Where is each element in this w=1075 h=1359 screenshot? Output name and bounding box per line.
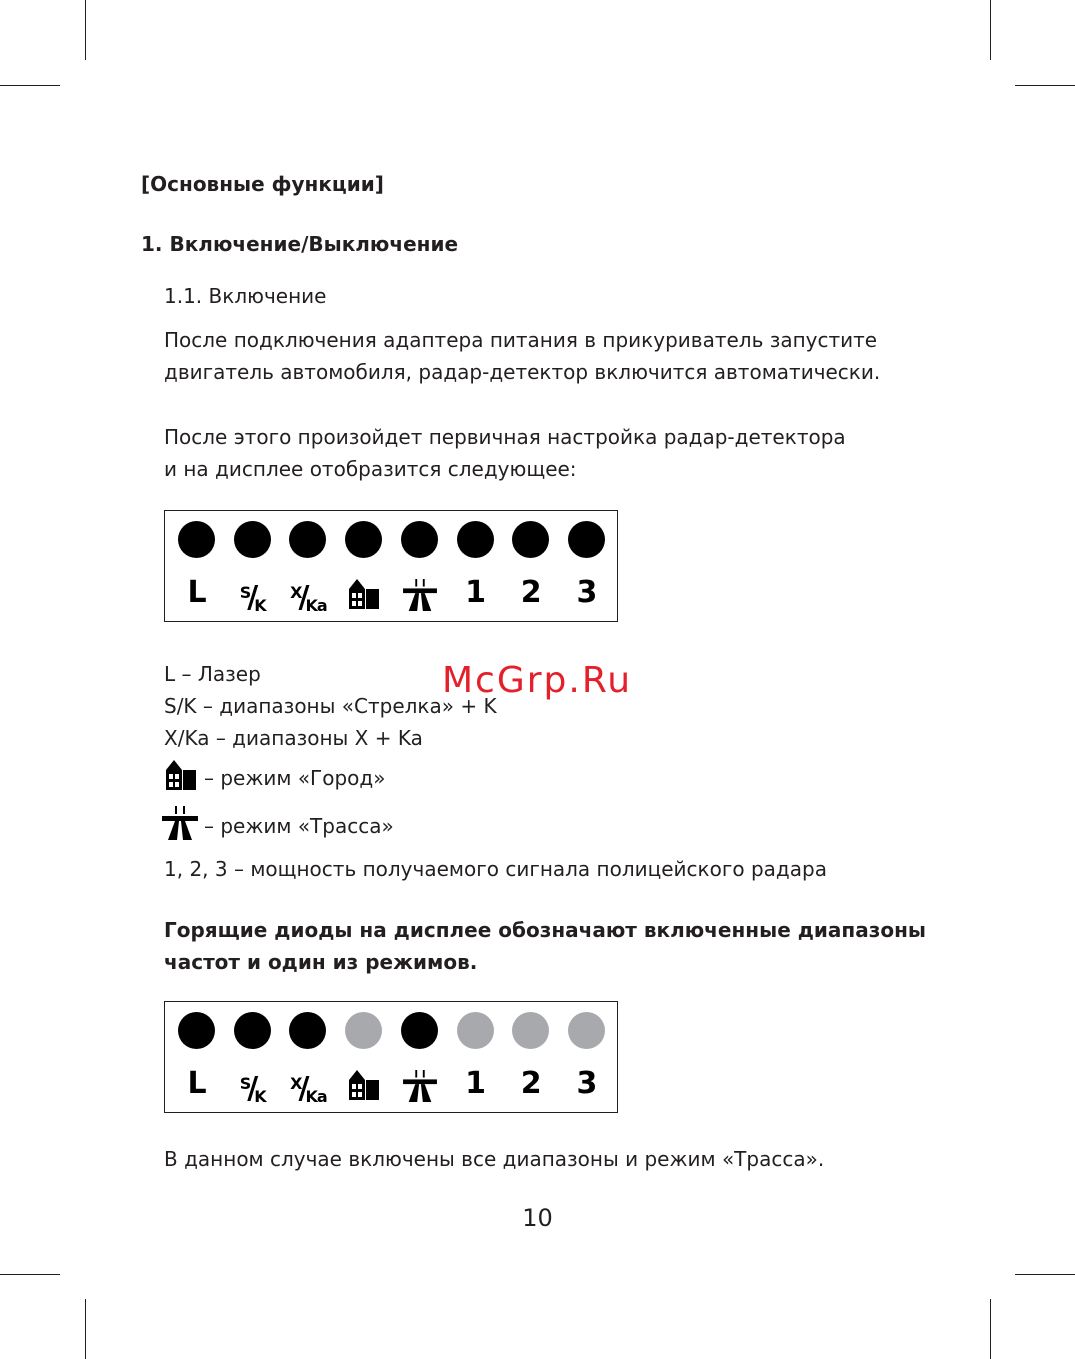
led-indicator xyxy=(568,521,605,558)
symbol-laser: L xyxy=(187,575,207,610)
conclusion: В данном случае включены все диапазоны и режим «Трасса». xyxy=(164,1147,825,1171)
bold-note-line: Горящие диоды на дисплее обозначают включенные диапазоны xyxy=(164,918,926,942)
paragraph-line: и на дисплее отобразится следующее: xyxy=(164,457,577,481)
crop-mark xyxy=(1015,1274,1075,1275)
symbol-sk: S/K xyxy=(239,1071,266,1106)
symbol-level-2: 2 xyxy=(520,575,542,610)
city-icon xyxy=(336,573,392,613)
led-indicator xyxy=(401,1012,438,1049)
led-indicator xyxy=(457,1012,494,1049)
crop-mark xyxy=(990,1299,991,1359)
subsection-title: 1.1. Включение xyxy=(164,284,327,308)
symbol-level-2: 2 xyxy=(520,1066,542,1101)
crop-mark xyxy=(0,85,60,86)
led-indicator xyxy=(234,1012,271,1049)
symbol-level-3: 3 xyxy=(576,575,598,610)
led-indicator xyxy=(289,521,326,558)
crop-mark xyxy=(1015,85,1075,86)
highway-icon xyxy=(392,573,448,613)
paragraph-line: После этого произойдет первичная настройка радар-детектора xyxy=(164,425,846,449)
led-indicator xyxy=(512,521,549,558)
symbol-level-3: 3 xyxy=(576,1066,598,1101)
city-icon xyxy=(336,1064,392,1104)
symbol-level-1: 1 xyxy=(465,1066,486,1101)
crop-mark xyxy=(0,1274,60,1275)
display-panel-highway xyxy=(164,1001,618,1113)
legend-city: – режим «Город» xyxy=(204,766,386,790)
led-indicator xyxy=(178,1012,215,1049)
legend-laser: L – Лазер xyxy=(164,662,261,686)
highway-icon xyxy=(392,1064,448,1104)
crop-mark xyxy=(85,1299,86,1359)
led-indicator xyxy=(401,521,438,558)
page-number: 10 xyxy=(522,1204,553,1232)
led-indicator xyxy=(289,1012,326,1049)
symbol-xka: X/Ka xyxy=(290,1071,327,1106)
crop-mark xyxy=(990,0,991,60)
led-indicator xyxy=(512,1012,549,1049)
paragraph-line: После подключения адаптера питания в прикуриватель запустите xyxy=(164,328,878,352)
symbol-sk: S/K xyxy=(239,580,266,615)
watermark: McGrp.Ru xyxy=(442,660,633,701)
led-indicator xyxy=(457,521,494,558)
symbol-level-1: 1 xyxy=(465,575,486,610)
led-indicator xyxy=(345,1012,382,1049)
legend-xka: X/Ka – диапазоны X + Ka xyxy=(164,726,423,750)
legend-power: 1, 2, 3 – мощность получаемого сигнала полицейского радара xyxy=(164,857,827,881)
symbol-laser: L xyxy=(187,1066,207,1101)
symbol-xka: X/Ka xyxy=(290,580,327,615)
display-panel-all-on xyxy=(164,510,618,622)
page-heading: [Основные функции] xyxy=(141,172,384,196)
paragraph-line: двигатель автомобиля, радар-детектор включится автоматически. xyxy=(164,360,881,384)
legend-sk: S/K – диапазоны «Стрелка» + K xyxy=(164,694,497,718)
section-title: 1. Включение/Выключение xyxy=(141,232,459,256)
led-indicator xyxy=(568,1012,605,1049)
bold-note-line: частот и один из режимов. xyxy=(164,950,478,974)
led-indicator xyxy=(234,521,271,558)
crop-mark xyxy=(85,0,86,60)
highway-icon xyxy=(162,806,198,844)
led-indicator xyxy=(345,521,382,558)
legend-highway: – режим «Трасса» xyxy=(204,814,394,838)
led-indicator xyxy=(178,521,215,558)
city-icon xyxy=(164,760,198,794)
